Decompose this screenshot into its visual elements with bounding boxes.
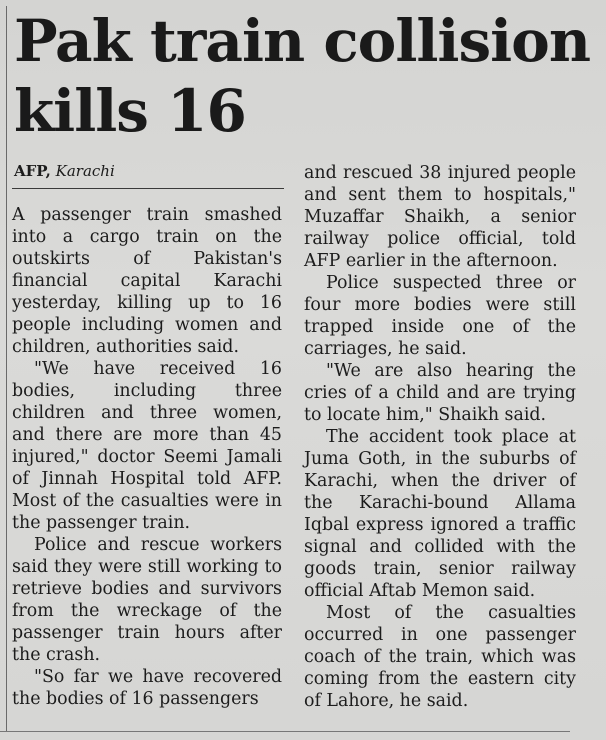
byline xyxy=(14,160,115,182)
paragraph: and rescued 38 injured people and sent them to hospitals," Muzaffar Shaikh, a senior railway police official, told AFP earlier in the afternoon. xyxy=(304,163,576,271)
byline-place: Karachi xyxy=(55,162,115,180)
paragraph: "So far we have recovered the bodies of 16 passengers xyxy=(12,667,282,709)
paragraph: The accident took place at Juma Goth, in the suburbs of Karachi, when the driver of the Karachi-bound Allama Iqbal express ignored a traffic signal and collided with the goods train, senior railway official Aftab Memon said. xyxy=(304,427,576,601)
paragraph: Police and rescue workers said they were still working to retrieve bodies and survivors from the wreckage of the passenger train hours after the crash. xyxy=(12,535,282,665)
article-column-2 xyxy=(304,162,576,712)
paragraph: A passenger train smashed into a cargo train on the outskirts of Pakistan's financial capital Karachi yesterday, killing up to 16 people including women and children, authorities said. xyxy=(12,205,282,357)
column-rule xyxy=(6,6,7,732)
paragraph: "We have received 16 bodies, including three children and three women, and there are more than 45 injured," doctor Seemi Jamali of Jinnah Hospital told AFP. Most of the casualties were in the passenger train. xyxy=(12,359,282,533)
byline-divider xyxy=(12,188,284,189)
paragraph: "We are also hearing the cries of a child and are trying to locate him," Shaikh said. xyxy=(304,361,576,425)
paragraph: Police suspected three or four more bodies were still trapped inside one of the carriages, he said. xyxy=(304,273,576,359)
headline: Pak train collision kills 16 xyxy=(14,7,590,145)
paragraph: Most of the casualties occurred in one passenger coach of the train, which was coming from the eastern city of Lahore, he said. xyxy=(304,603,576,711)
article-column-1 xyxy=(12,204,282,710)
byline-agency: AFP, xyxy=(14,162,51,180)
bottom-divider xyxy=(0,731,570,732)
